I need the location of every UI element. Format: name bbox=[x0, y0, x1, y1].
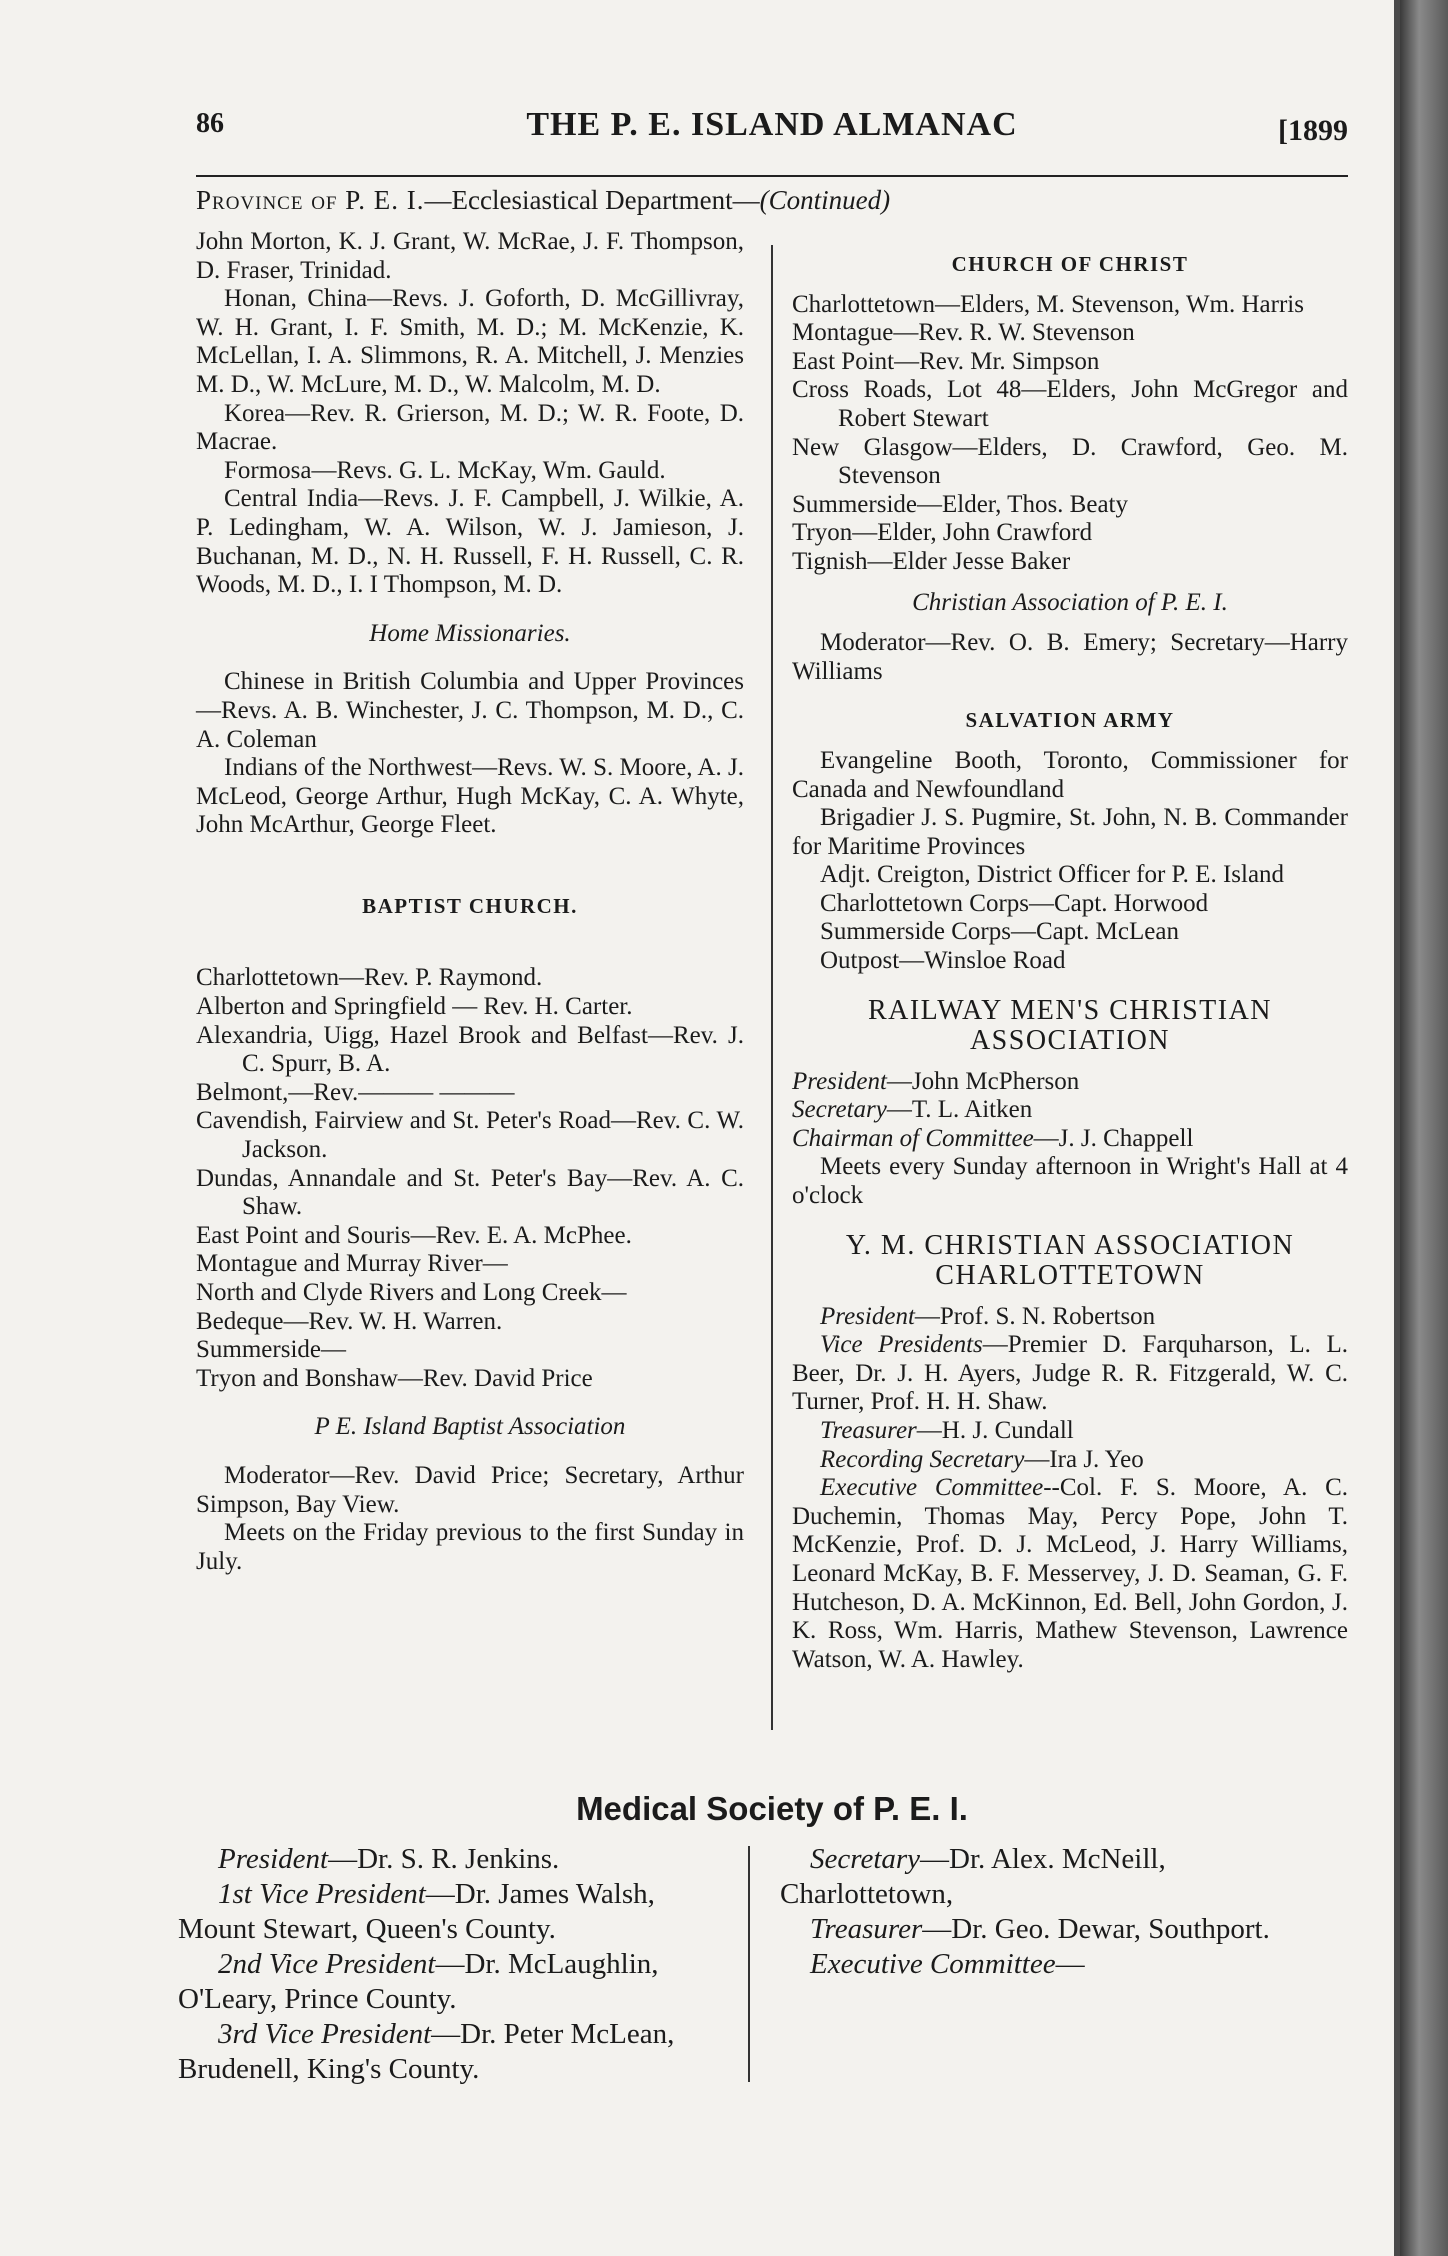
christian-association-heading: Christian Association of P. E. I. bbox=[912, 588, 1228, 616]
paragraph: Meets every Sunday afternoon in Wright's Hall at 4 o'clock bbox=[792, 1153, 1348, 1210]
role-label: Recording Secretary bbox=[820, 1445, 1025, 1473]
role-value: —T. L. Aitken bbox=[886, 1096, 1033, 1124]
list-item: Summerside—Elder, Thos. Beaty bbox=[792, 490, 1128, 518]
paragraph: Meets on the Friday previous to the first Sunday in July. bbox=[196, 1519, 744, 1575]
running-title: THE P. E. ISLAND ALMANAC bbox=[526, 106, 1018, 143]
list-item: Tignish—Elder Jesse Baker bbox=[792, 547, 1071, 575]
role-label: Executive Committee bbox=[810, 1948, 1056, 1980]
ymca-recording-secretary bbox=[792, 1446, 1348, 1475]
medical-president bbox=[178, 1842, 734, 1877]
ymca-executive-committee bbox=[792, 1474, 1348, 1674]
list-item: Cross Roads, Lot 48—Elders, John McGregor and Robert Stewart bbox=[792, 376, 1348, 432]
salvation-army-heading: SALVATION ARMY bbox=[965, 708, 1175, 733]
role-value: — bbox=[1055, 1948, 1085, 1980]
ymca-vice-presidents bbox=[792, 1331, 1348, 1417]
paragraph: Evangeline Booth, Toronto, Commissioner for Canada and Newfoundland bbox=[792, 746, 1348, 803]
list-item: North and Clyde Rivers and Long Creek— bbox=[196, 1279, 627, 1306]
role-label: Treasurer bbox=[820, 1417, 917, 1444]
department-label: —Ecclesiastical Department— bbox=[424, 185, 760, 215]
role-label: President bbox=[218, 1843, 329, 1875]
ymca-treasurer bbox=[792, 1417, 1348, 1446]
medical-column-divider bbox=[748, 1846, 750, 2082]
role-value: —Dr. James Walsh, Mount Stewart, Queen's County. bbox=[178, 1878, 655, 1945]
role-value: —Dr. S. R. Jenkins. bbox=[328, 1843, 560, 1875]
list-item: Charlottetown—Rev. P. Raymond. bbox=[196, 964, 543, 992]
department-heading bbox=[196, 185, 1348, 216]
year-label: [1899 bbox=[1278, 114, 1348, 147]
role-value: —John McPherson bbox=[886, 1067, 1080, 1095]
list-item: East Point and Souris—Rev. E. A. McPhee. bbox=[196, 1221, 632, 1249]
list-item: Charlottetown—Elders, M. Stevenson, Wm. Harris bbox=[792, 290, 1304, 318]
role-label: Secretary bbox=[792, 1096, 887, 1124]
railway-president bbox=[792, 1068, 1348, 1097]
role-label: Vice Presidents bbox=[820, 1331, 983, 1359]
role-label: President bbox=[820, 1302, 915, 1330]
railway-chairman bbox=[792, 1125, 1348, 1154]
medical-society-title: Medical Society of P. E. I. bbox=[576, 1790, 968, 1827]
role-value: —H. J. Cundall bbox=[916, 1417, 1074, 1444]
paragraph: Korea—Rev. R. Grierson, M. D.; W. R. Foote, D. Macrae. bbox=[196, 399, 744, 456]
role-value: —Premier D. Farquharson, L. L. Beer, Dr. J. H. Ayers, Judge R. R. Fitzgerald, W. C. Turner, Prof. H. H. Shaw. bbox=[792, 1331, 1348, 1416]
role-value: —Ira J. Yeo bbox=[1024, 1445, 1144, 1473]
paragraph: Brigadier J. S. Pugmire, St. John, N. B. Commander for Maritime Provinces bbox=[792, 804, 1348, 860]
paragraph: Outpost—Winsloe Road bbox=[820, 947, 1066, 975]
list-item: Belmont,—Rev.——— ——— bbox=[196, 1078, 515, 1106]
continued-label: (Continued) bbox=[759, 185, 891, 215]
role-value: —Dr. Peter McLean, Brudenell, King's County. bbox=[178, 2018, 675, 2085]
home-missionaries-heading: Home Missionaries. bbox=[369, 619, 571, 647]
railway-heading: RAILWAY MEN'S CHRISTIAN ASSOCIATION bbox=[867, 994, 1273, 1056]
list-item: Cavendish, Fairview and St. Peter's Road—Rev. C. W. Jackson. bbox=[196, 1107, 744, 1164]
medical-secretary bbox=[780, 1842, 1336, 1912]
paragraph: Charlottetown Corps—Capt. Horwood bbox=[820, 889, 1209, 917]
role-label: 2nd Vice President bbox=[218, 1948, 436, 1980]
left-column bbox=[196, 228, 744, 1576]
role-label: 1st Vice President bbox=[218, 1878, 426, 1910]
paragraph: Formosa—Revs. G. L. McKay, Wm. Gauld. bbox=[224, 456, 666, 484]
page-header bbox=[196, 100, 1348, 160]
paragraph: Adjt. Creigton, District Officer for P. E. Island bbox=[820, 861, 1285, 889]
role-value: —J. J. Chappell bbox=[1033, 1124, 1194, 1152]
role-value: —Dr. Geo. Dewar, Southport. bbox=[922, 1913, 1270, 1945]
railway-secretary bbox=[792, 1096, 1348, 1125]
list-item: New Glasgow—Elders, D. Crawford, Geo. M. Stevenson bbox=[792, 433, 1348, 490]
list-item: Montague and Murray River— bbox=[196, 1250, 508, 1278]
list-item: Tryon and Bonshaw—Rev. David Price bbox=[196, 1364, 593, 1392]
role-value: —Prof. S. N. Robertson bbox=[914, 1302, 1156, 1330]
medical-vp1 bbox=[178, 1877, 734, 1947]
list-item: Dundas, Annandale and St. Peter's Bay—Rev. A. C. Shaw. bbox=[196, 1164, 744, 1221]
role-value: —Dr. McLaughlin, O'Leary, Prince County. bbox=[178, 1948, 659, 2015]
medical-left-column bbox=[178, 1842, 734, 2087]
role-label: Treasurer bbox=[810, 1913, 923, 1945]
paragraph: John Morton, K. J. Grant, W. McRae, J. F. Thompson, D. Fraser, Trinidad. bbox=[196, 228, 744, 284]
ymca-president bbox=[792, 1303, 1348, 1332]
church-list bbox=[792, 291, 1348, 577]
role-value: --Col. F. S. Moore, A. C. Duchemin, Thomas May, Percy Pope, John T. McKenzie, Prof. D. J. McLeod, J. Harry Williams, Leonard McKay, B. F. Messervey, J. D. Seaman, G. F. Hutcheson, D. A. McKinnon, Ed. Bell, John Gordon, J. K. Ross, Wm. Harris, Mathew Stevenson, Lawrence Watson, W. A. Hawley. bbox=[792, 1474, 1348, 1673]
paragraph: Indians of the Northwest—Revs. W. S. Moore, A. J. McLeod, George Arthur, Hugh McKay, C. A. Whyte, John McArthur, George Fleet. bbox=[196, 754, 744, 839]
header-rule bbox=[196, 175, 1348, 177]
medical-treasurer bbox=[780, 1912, 1336, 1947]
list-item: Summerside— bbox=[196, 1336, 346, 1364]
medical-executive-committee bbox=[780, 1947, 1336, 1982]
page-number: 86 bbox=[196, 108, 224, 139]
list-item: East Point—Rev. Mr. Simpson bbox=[792, 347, 1100, 375]
list-item: Alberton and Springfield — Rev. H. Carter. bbox=[196, 993, 633, 1021]
paragraph: Chinese in British Columbia and Upper Provinces—Revs. A. B. Winchester, J. C. Thompson, M. D., C. A. Coleman bbox=[196, 668, 744, 753]
role-value: —Dr. Alex. McNeill, Charlottetown, bbox=[780, 1843, 1166, 1910]
role-label: Chairman of Committee bbox=[792, 1124, 1034, 1152]
province-label: Province of P. E. I. bbox=[196, 185, 425, 215]
role-label: 3rd Vice President bbox=[218, 2018, 432, 2050]
paragraph: Moderator—Rev. David Price; Secretary, Arthur Simpson, Bay View. bbox=[196, 1461, 744, 1518]
list-item: Montague—Rev. R. W. Stevenson bbox=[792, 319, 1135, 347]
right-column bbox=[792, 250, 1348, 1674]
role-label: Executive Committee bbox=[820, 1474, 1044, 1502]
church-of-christ-heading: CHURCH OF CHRIST bbox=[951, 252, 1189, 276]
medical-vp3 bbox=[178, 2017, 734, 2087]
role-label: Secretary bbox=[810, 1843, 921, 1875]
column-divider bbox=[771, 245, 773, 1730]
paragraph: Central India—Revs. J. F. Campbell, J. Wilkie, A. P. Ledingham, W. A. Wilson, W. J. Jamieson, J. Buchanan, M. D., N. H. Russell, F. H. Russell, C. R. Woods, M. D., I. I Thompson, M. D. bbox=[196, 485, 744, 599]
ymca-heading: Y. M. CHRISTIAN ASSOCIATION CHARLOTTETOWN bbox=[845, 1229, 1295, 1291]
book-spine-edge bbox=[1400, 0, 1448, 2256]
baptist-association-heading: P E. Island Baptist Association bbox=[314, 1413, 626, 1441]
baptist-heading: BAPTIST CHURCH. bbox=[362, 893, 578, 918]
role-label: President bbox=[792, 1067, 887, 1095]
baptist-list bbox=[196, 964, 744, 1393]
medical-right-column bbox=[780, 1842, 1336, 1982]
list-item: Alexandria, Uigg, Hazel Brook and Belfast—Rev. J. C. Spurr, B. A. bbox=[196, 1021, 744, 1078]
list-item: Bedeque—Rev. W. H. Warren. bbox=[196, 1307, 503, 1335]
list-item: Tryon—Elder, John Crawford bbox=[792, 519, 1093, 547]
medical-vp2 bbox=[178, 1947, 734, 2017]
paragraph: Honan, China—Revs. J. Goforth, D. McGillivray, W. H. Grant, I. F. Smith, M. D.; M. McKenzie, K. McLellan, I. A. Slimmons, R. A. Mitchell, J. Menzies M. D., W. McLure, M. D., W. Malcolm, M. D. bbox=[196, 285, 744, 398]
paragraph: Summerside Corps—Capt. McLean bbox=[820, 918, 1179, 946]
paragraph: Moderator—Rev. O. B. Emery; Secretary—Harry Williams bbox=[792, 629, 1348, 685]
